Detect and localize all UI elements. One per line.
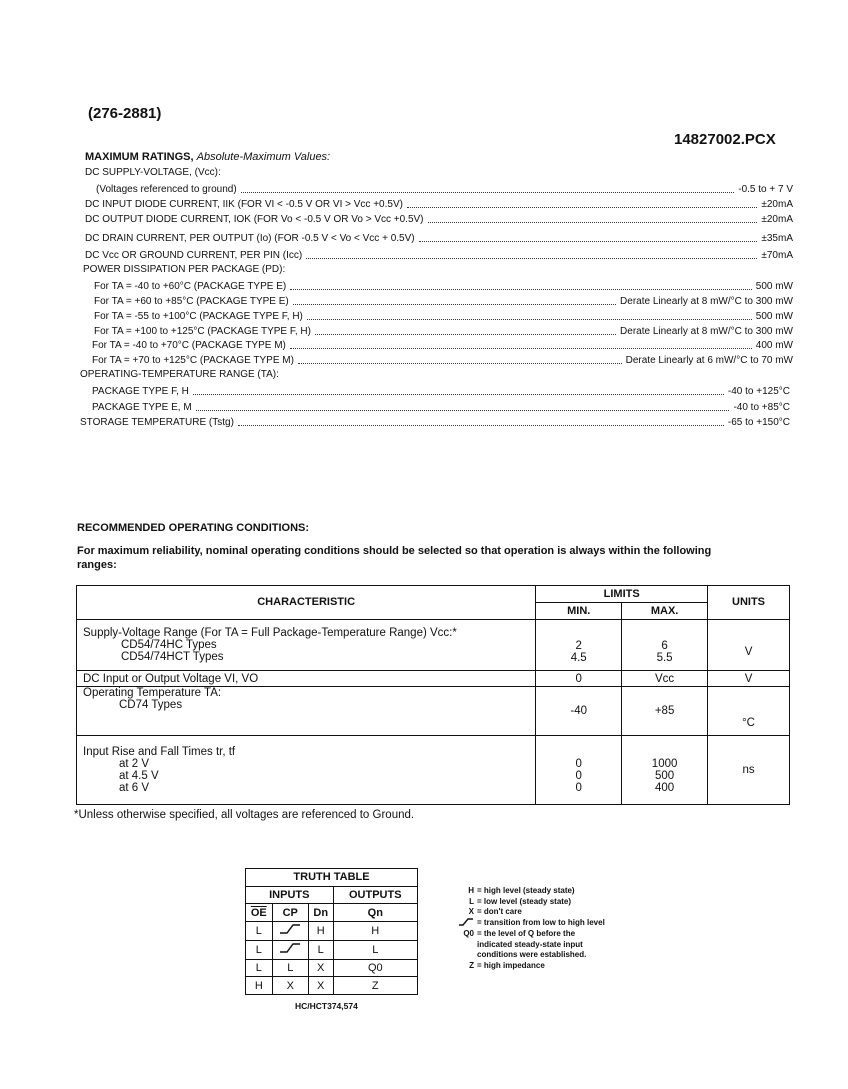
rating-row xyxy=(85,213,793,226)
rise-cell xyxy=(77,736,536,805)
legend-symbol: L xyxy=(469,896,474,906)
leader-dots xyxy=(293,304,616,305)
legend-symbol xyxy=(440,940,477,951)
rating-label: PACKAGE TYPE E, M xyxy=(92,402,192,413)
rating-label: For TA = +100 to +125°C (PACKAGE TYPE F, H) xyxy=(94,326,311,337)
rating-row xyxy=(80,416,790,429)
temp-min: -40 xyxy=(536,687,622,736)
rise-min-4v5: 0 xyxy=(575,770,582,783)
rising-edge-icon xyxy=(440,918,477,930)
truth-table-cell: Z xyxy=(333,977,417,995)
legend-item xyxy=(440,907,605,918)
rating-value: -40 to +85°C xyxy=(733,402,790,413)
supply-max-cell xyxy=(622,619,708,670)
leader-dots xyxy=(407,207,757,208)
truth-table-row xyxy=(246,940,418,959)
rise-max-6v: 400 xyxy=(655,782,675,795)
rise-units: ns xyxy=(708,736,790,805)
rating-value: ±70mA xyxy=(761,250,793,261)
rating-row xyxy=(92,354,793,367)
rating-row xyxy=(85,232,793,245)
truth-table-body xyxy=(246,921,418,994)
temp-label: Operating Temperature TA: xyxy=(83,687,222,700)
rating-value: 400 mW xyxy=(755,340,793,351)
rating-label: For TA = +60 to +85°C (PACKAGE TYPE E) xyxy=(94,296,289,307)
rating-row xyxy=(85,198,793,211)
legend-text: indicated steady-state input xyxy=(477,939,583,949)
truth-table-cell: L xyxy=(272,959,308,977)
rating-value: Derate Linearly at 8 mW/°C to 300 mW xyxy=(620,326,793,337)
legend-item xyxy=(440,897,605,908)
supply-units xyxy=(708,619,790,670)
table-row xyxy=(77,736,790,805)
rating-value: -65 to +150°C xyxy=(727,417,790,428)
rise-min-2v: 0 xyxy=(575,758,582,771)
rating-value: 500 mW xyxy=(755,311,793,322)
truth-table-cell: L xyxy=(333,940,417,959)
rating-label: (Voltages referenced to ground) xyxy=(96,184,237,195)
temp-units: °C xyxy=(708,687,790,736)
truth-table-title-row xyxy=(246,869,418,887)
leader-dots xyxy=(298,363,622,364)
legend-text: conditions were established. xyxy=(477,950,587,959)
hc-min: 2 xyxy=(575,639,582,652)
rating-value: ±20mA xyxy=(761,199,793,210)
dc-label: DC Input or Output Voltage VI, VO xyxy=(77,670,536,686)
truth-table-columns-row xyxy=(246,904,418,922)
rise-min-cell xyxy=(536,736,622,805)
hct-max: 5.5 xyxy=(656,651,673,664)
truth-table-cell: Q0 xyxy=(333,959,417,977)
legend-text: = high level (steady state) xyxy=(477,886,575,895)
leader-dots xyxy=(307,319,752,320)
dc-units: V xyxy=(708,670,790,686)
truth-table xyxy=(245,868,418,995)
rating-label: For TA = -55 to +100°C (PACKAGE TYPE F, H) xyxy=(94,311,303,322)
legend-item xyxy=(440,940,605,951)
legend-text: = the level of Q before the xyxy=(477,929,576,938)
truth-table-row xyxy=(246,977,418,995)
rise-at-6v: at 6 V xyxy=(119,782,150,795)
truth-table-cell xyxy=(272,921,308,940)
legend-text: = don't care xyxy=(477,907,522,916)
legend-symbol: Q0 xyxy=(463,929,474,938)
legend-item xyxy=(440,886,605,897)
leader-dots xyxy=(193,394,724,395)
rating-row xyxy=(92,401,790,414)
table-header-row xyxy=(77,586,790,603)
header-units: UNITS xyxy=(708,586,790,620)
hct-min: 4.5 xyxy=(570,651,587,664)
rising-edge-icon xyxy=(279,924,301,934)
header-max: MAX. xyxy=(622,603,708,619)
rating-row xyxy=(85,249,793,262)
rating-row xyxy=(92,385,790,398)
rise-at-2v: at 2 V xyxy=(119,758,150,771)
max-ratings-title-bold: MAXIMUM RATINGS, xyxy=(85,151,194,163)
rating-row xyxy=(83,264,793,277)
rating-label: For TA = +70 to +125°C (PACKAGE TYPE M) xyxy=(92,355,294,366)
legend-text: = low level (steady state) xyxy=(477,896,572,906)
hct-label: CD54/74HCT Types xyxy=(121,650,224,663)
rating-value: -40 to +125°C xyxy=(727,386,790,397)
supply-units-text: V xyxy=(744,645,753,658)
truth-table-cell xyxy=(272,940,308,959)
supply-cell xyxy=(77,619,536,670)
rating-row xyxy=(94,295,793,308)
supply-min-cell xyxy=(536,619,622,670)
leader-dots xyxy=(241,192,735,193)
table-row xyxy=(77,619,790,670)
cd74-label: CD74 Types xyxy=(119,699,183,712)
rating-value: ±20mA xyxy=(761,214,793,225)
col-qn: Qn xyxy=(333,904,417,922)
rating-row xyxy=(92,339,793,352)
leader-dots xyxy=(315,334,616,335)
truth-table-caption: HC/HCT374,574 xyxy=(295,1001,358,1011)
legend-text: = high impedance xyxy=(477,960,545,970)
legend-item xyxy=(440,929,605,940)
legend-symbol xyxy=(440,950,477,961)
col-dn: Dn xyxy=(308,904,333,922)
rating-label: PACKAGE TYPE F, H xyxy=(92,386,189,397)
roc-intro: For maximum reliability, nominal operating conditions should be selected so that operation is always within the following ranges: xyxy=(77,545,712,571)
truth-table-cell: L xyxy=(246,921,273,940)
temp-max: +85 xyxy=(622,687,708,736)
rating-label: DC OUTPUT DIODE CURRENT, IOK (FOR Vo < -0.5 V OR Vo > Vcc +0.5V) xyxy=(85,214,424,225)
legend-symbol: H xyxy=(468,886,474,895)
truth-table-title: TRUTH TABLE xyxy=(246,869,418,887)
table-row xyxy=(77,670,790,686)
header-min: MIN. xyxy=(536,603,622,619)
leader-dots xyxy=(428,222,758,223)
part-number: (276-2881) xyxy=(88,105,162,122)
rise-max-cell xyxy=(622,736,708,805)
truth-table-cell: L xyxy=(308,940,333,959)
truth-table-cell: L xyxy=(246,959,273,977)
truth-table-cell: X xyxy=(272,977,308,995)
truth-table-inputs: INPUTS xyxy=(246,886,334,904)
rating-value: ±35mA xyxy=(761,233,793,244)
legend-symbol: Z xyxy=(469,960,474,970)
rating-label: OPERATING-TEMPERATURE RANGE (TA): xyxy=(80,369,279,380)
rating-row xyxy=(96,183,793,196)
truth-table-cell: X xyxy=(308,977,333,995)
hc-label: CD54/74HC Types xyxy=(121,638,217,651)
rating-value: Derate Linearly at 6 mW/°C to 70 mW xyxy=(625,355,793,366)
rating-value: 500 mW xyxy=(755,281,793,292)
rise-max-4v5: 500 xyxy=(655,770,675,783)
rating-label: STORAGE TEMPERATURE (Tstg) xyxy=(80,417,234,428)
leader-dots xyxy=(419,241,758,242)
truth-table-group-row xyxy=(246,886,418,904)
rating-label: DC DRAIN CURRENT, PER OUTPUT (Io) (FOR -0.5 V < Vo < Vcc + 0.5V) xyxy=(85,233,415,244)
table-row xyxy=(77,687,790,736)
temp-cell xyxy=(77,687,536,736)
rating-label: DC INPUT DIODE CURRENT, IIK (FOR VI < -0.5 V OR VI > Vcc +0.5V) xyxy=(85,199,403,210)
leader-dots xyxy=(196,410,730,411)
max-ratings-title-italic: Absolute-Maximum Values: xyxy=(196,151,331,163)
rise-label: Input Rise and Fall Times tr, tf xyxy=(83,746,236,759)
rising-edge-icon xyxy=(279,943,301,953)
supply-label: Supply-Voltage Range (For TA = Full Package-Temperature Range) Vcc:* xyxy=(83,626,457,639)
operating-conditions-table xyxy=(76,585,790,805)
rating-row xyxy=(94,310,793,323)
truth-table-row xyxy=(246,959,418,977)
truth-table-row xyxy=(246,921,418,940)
truth-table-outputs: OUTPUTS xyxy=(333,886,417,904)
rise-min-6v: 0 xyxy=(575,782,582,795)
rating-label: DC Vcc OR GROUND CURRENT, PER PIN (Icc) xyxy=(85,250,303,261)
rise-max-2v: 1000 xyxy=(651,758,678,771)
rating-row xyxy=(94,280,793,293)
footnote: *Unless otherwise specified, all voltages are referenced to Ground. xyxy=(74,809,415,821)
truth-table-cell: L xyxy=(246,940,273,959)
rating-row xyxy=(85,167,788,180)
rating-label: For TA = -40 to +60°C (PACKAGE TYPE E) xyxy=(94,281,287,292)
col-cp: CP xyxy=(272,904,308,922)
truth-table-legend xyxy=(440,886,605,971)
header-characteristic: CHARACTERISTIC xyxy=(77,586,536,620)
hc-max: 6 xyxy=(661,639,668,652)
truth-table-cell: H xyxy=(246,977,273,995)
leader-dots xyxy=(290,348,752,349)
legend-text: = transition from low to high level xyxy=(477,917,605,927)
truth-table-cell: H xyxy=(308,921,333,940)
rise-at-4v5: at 4.5 V xyxy=(119,770,159,783)
truth-table-cell: X xyxy=(308,959,333,977)
rating-value: -0.5 to + 7 V xyxy=(738,184,793,195)
col-oe: $\overline{OE}$ xyxy=(246,904,273,922)
leader-dots xyxy=(290,289,752,290)
max-ratings-title xyxy=(85,151,330,163)
leader-dots xyxy=(306,258,757,259)
legend-symbol: X xyxy=(468,907,474,916)
file-name: 14827002.PCX xyxy=(674,131,776,148)
leader-dots xyxy=(238,425,724,426)
dc-max: Vcc xyxy=(622,670,708,686)
rating-label: POWER DISSIPATION PER PACKAGE (PD): xyxy=(83,264,286,275)
rating-row xyxy=(94,325,793,338)
truth-table-cell: H xyxy=(333,921,417,940)
legend-item xyxy=(440,918,605,930)
legend-item xyxy=(440,961,605,972)
rating-label: DC SUPPLY-VOLTAGE, (Vcc): xyxy=(85,167,221,178)
rating-row xyxy=(80,369,793,382)
dc-min: 0 xyxy=(536,670,622,686)
legend-item xyxy=(440,950,605,961)
roc-title: RECOMMENDED OPERATING CONDITIONS: xyxy=(77,522,310,534)
header-limits: LIMITS xyxy=(536,586,708,603)
rating-value: Derate Linearly at 8 mW/°C to 300 mW xyxy=(620,296,793,307)
rating-label: For TA = -40 to +70°C (PACKAGE TYPE M) xyxy=(92,340,286,351)
